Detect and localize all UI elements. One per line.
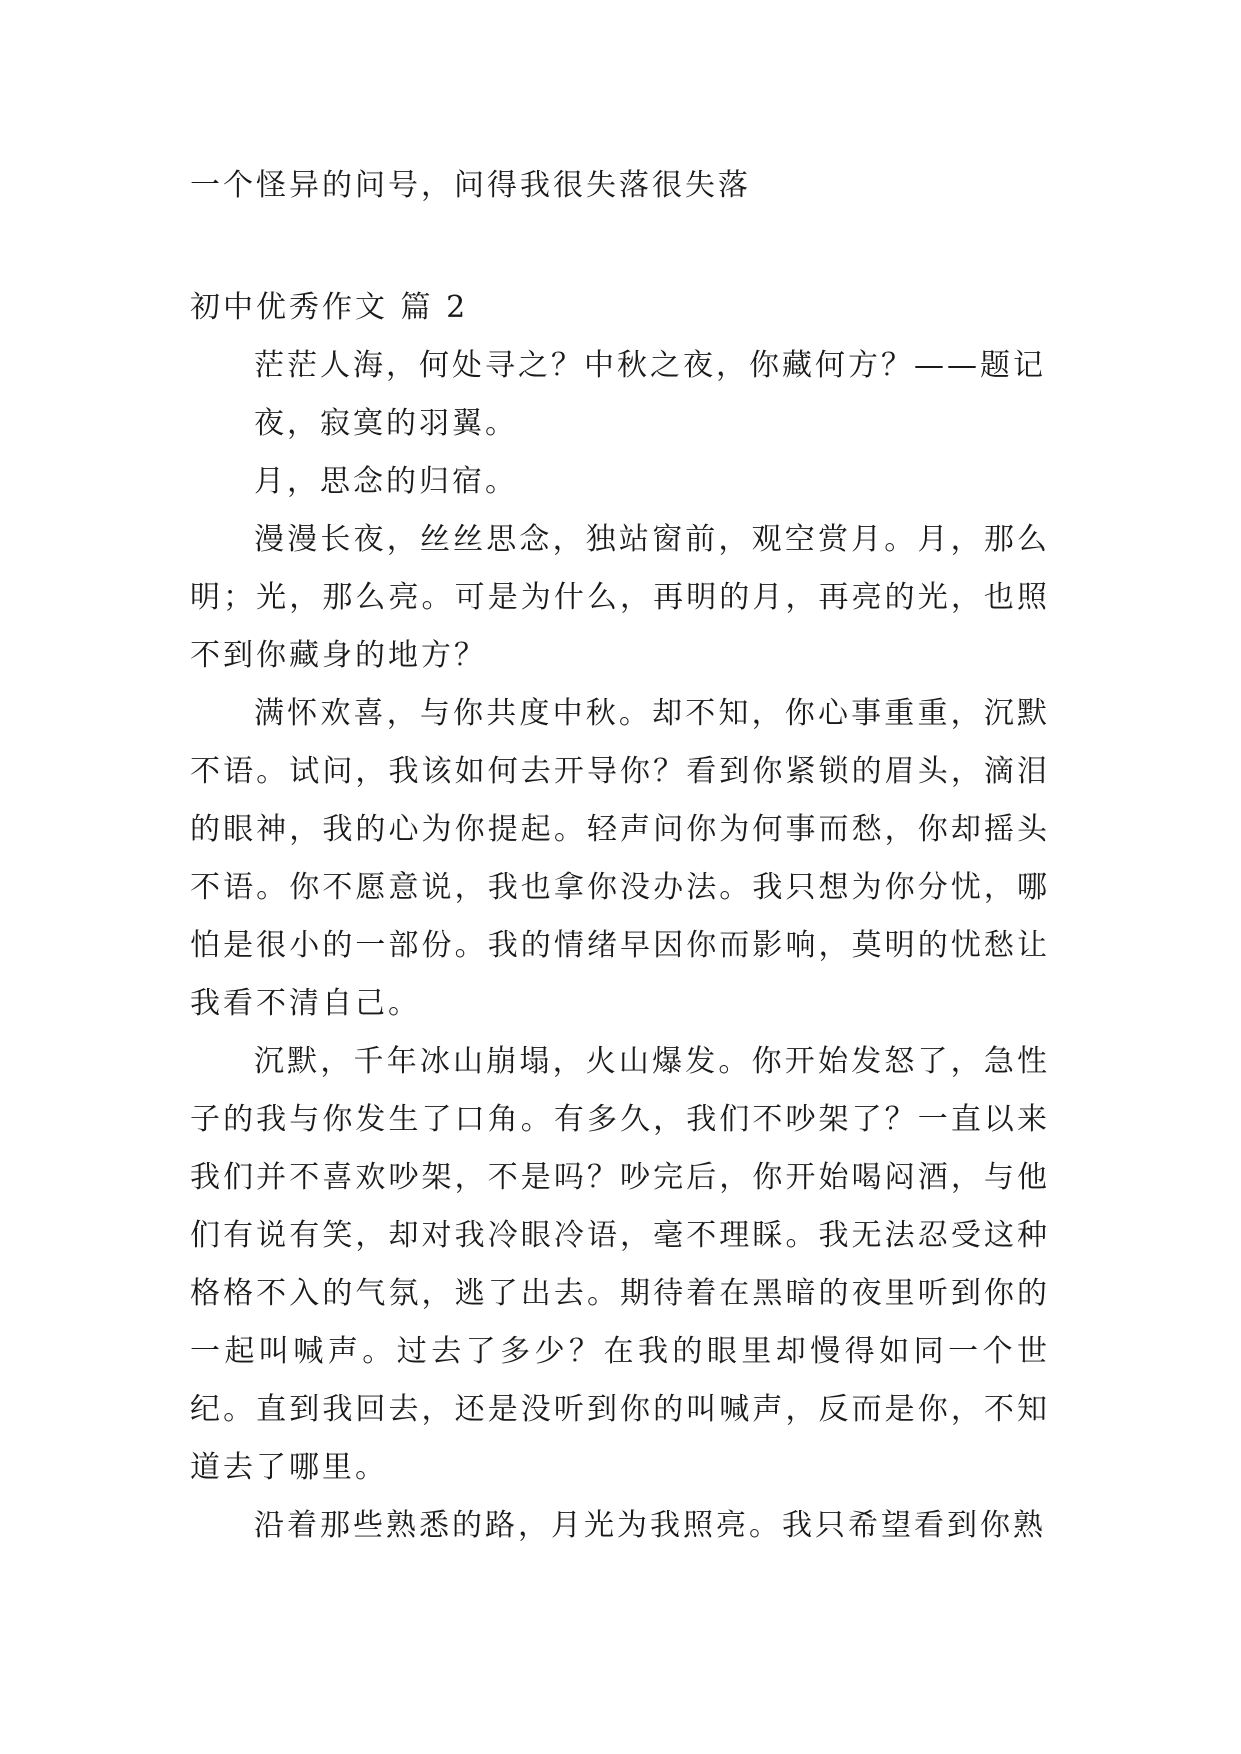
essay-body [190,337,1050,1555]
paragraph-epigraph: 茫茫人海，何处寻之？中秋之夜，你藏何方？——题记 [254,348,1046,383]
continuation-line: 一个怪异的问号，问得我很失落很失落 [190,168,751,203]
paragraph: 沿着那些熟悉的路，月光为我照亮。我只希望看到你熟 [254,1508,1046,1543]
paragraph: 漫漫长夜，丝丝思念，独站窗前，观空赏月。月，那么明；光，那么亮。可是为什么，再明的月，再亮的光，也照不到你藏身的地方？ [190,522,1050,673]
paragraph: 满怀欢喜，与你共度中秋。却不知，你心事重重，沉默不语。试问，我该如何去开导你？看到你紧锁的眉头，滴泪的眼神，我的心为你提起。轻声问你为何事而愁，你却摇头不语。你不愿意说，我也拿你没办法。我只想为你分忧，哪怕是很小的一部份。我的情绪早因你而影响，莫明的忧愁让我看不清自己。 [190,696,1050,1021]
paragraph: 夜，寂寞的羽翼。 [254,406,518,441]
section-title: 初中优秀作文 篇 2 [190,290,469,325]
paragraph: 月，思念的归宿。 [254,464,518,499]
paragraph: 沉默，千年冰山崩塌，火山爆发。你开始发怒了，急性子的我与你发生了口角。有多久，我们不吵架了？一直以来我们并不喜欢吵架，不是吗？吵完后，你开始喝闷酒，与他们有说有笑，却对我冷眼冷语，毫不理睬。我无法忍受这种格格不入的气氛，逃了出去。期待着在黑暗的夜里听到你的一起叫喊声。过去了多少？在我的眼里却慢得如同一个世纪。直到我回去，还是没听到你的叫喊声，反而是你，不知道去了哪里。 [190,1044,1050,1485]
